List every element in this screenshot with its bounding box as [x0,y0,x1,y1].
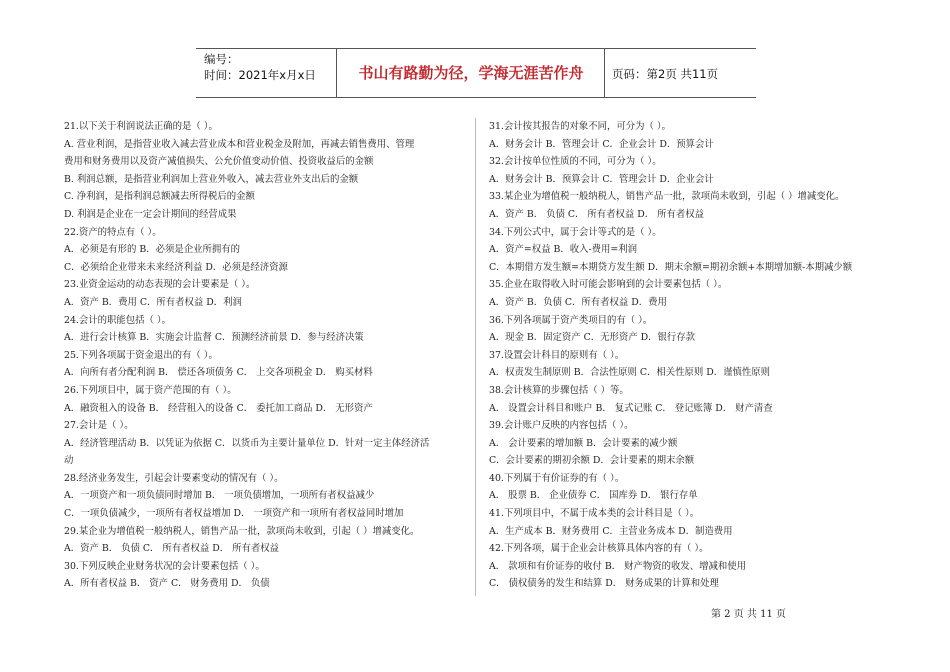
question-line: 35.企业在取得收入时可能会影响到的会计要素包括（ ）。 [489,279,728,291]
question-line: 费用和财务费用以及资产减值损失、公允价值变动价值、投资收益后的金额 [64,156,374,168]
question-line: B. 利润总额，是指营业利润加上营业外收入，减去营业外支出后的金额 [64,173,359,185]
column-divider [475,118,476,596]
question-line: 27.会计是（ ）。 [64,420,134,432]
question-line: A．向所有者分配利润 B． 偿还各项债务 C． 上交各项税金 D． 购买材料 [64,367,373,379]
question-line: 21.以下关于利润说法正确的是（ ）。 [64,121,218,132]
question-line: 32.会计按单位性质的不同，可分为（ ）。 [489,156,662,168]
question-line: 40.下列属于有价证券的有（ ）。 [489,472,625,484]
question-line: A．生产成本 B．财务费用 C．主营业务成本 D．制造费用 [489,525,733,537]
question-line: 41.下列项目中，不属于成本类的会计科目是（ ）。 [489,508,700,520]
question-line: 28.经济业务发生，引起会计要素变动的情况有（ ）。 [64,472,284,484]
question-line: 26.下列项目中，属于资产范围的有（ ）。 [64,384,237,396]
question-line: A．现金 B．固定资产 C．无形资产 D．银行存款 [489,332,696,344]
question-line: A．资产=权益 B．收入-费用=利润 [489,244,638,256]
question-line: C． 债权债务的发生和结算 D． 财务成果的计算和处理 [489,578,719,590]
question-line: C．必须给企业带来未来经济利益 D．必须是经济资源 [64,261,288,273]
question-line: A．进行会计核算 B．实施会计监督 C．预测经济前景 D．参与经济决策 [64,332,364,344]
question-line: A． 设置会计科目和账户 B． 复式记账 C． 登记账簿 D． 财产清查 [489,402,773,414]
question-line: A． 会计要素的增加额 B．会计要素的减少额 [489,437,678,449]
question-line: 31.会计按其报告的对象不同，可分为（ ）。 [489,121,671,132]
question-line: A．所有者权益 B． 资产 C． 财务费用 D． 负债 [64,578,270,590]
question-line: 动 [64,455,74,467]
question-line: 29.某企业为增值税一般纳税人，销售产品一批，款项尚未收到，引起（ ）增减变化。 [64,525,420,537]
left-column [64,118,474,593]
number-label: 编号： [204,52,239,66]
question-line: D. 利润是企业在一定会计期间的经营成果 [64,208,237,220]
question-line: A．资产 B． 负债 C． 所有者权益 D． 所有者权益 [489,208,704,220]
question-line: 34.下列公式中，属于会计等式的是（ ）。 [489,226,662,238]
motto: 书山有路勤为径，学海无涯苦作舟 [358,64,584,82]
question-line: A．融资租入的设备 B． 经营租入的设备 C． 委托加工商品 D． 无形资产 [64,402,373,414]
question-line: A．财务会计 B．预算会计 C．管理会计 D．企业会计 [489,173,714,185]
time-label: 时间：2021年x月x日 [204,68,316,82]
document-header [196,48,756,98]
question-line: 37.设置会计科目的原则有（ ）。 [489,349,625,361]
question-line: 33.某企业为增值税一般纳税人，销售产品一批，款项尚未收到，引起（ ）增减变化。 [489,191,845,203]
question-line: A．经济管理活动 B．以凭证为依据 C．以货币为主要计量单位 D．针对一定主体经济活 [64,437,430,449]
question-line: A． 款项和有价证券的收付 B． 财产物资的收发、增减和使用 [489,560,746,572]
question-line: A．财务会计 B．管理会计 C．企业会计 D．预算会计 [489,138,714,150]
question-line: 38.会计核算的步骤包括（ ）等。 [489,384,629,396]
page-footer: 第 2 页 共 11 页 [711,609,786,620]
question-line: C．本期借方发生额=本期贷方发生额 D．期末余额=期初余额+本期增加额-本期减少额 [489,261,853,273]
question-line: 42.下列各项，属于企业会计核算具体内容的有（ ）。 [489,543,709,555]
header-divider-left [336,49,337,97]
question-line: 30.下列反映企业财务状况的会计要素包括（ ）。 [64,560,265,572]
right-column [489,118,889,593]
question-line: A. 营业利润，是指营业收入减去营业成本和营业税金及附加，再减去销售费用、管理 [64,138,415,150]
question-line: 25.下列各项属于资金退出的有（ ）。 [64,349,218,361]
question-line: A．必须是有形的 B．必须是企业所拥有的 [64,244,241,256]
question-line: A． 股票 B． 企业债券 C． 国库券 D． 银行存单 [489,490,698,502]
question-line: A．资产 B．费用 C．所有者权益 D．利润 [64,296,242,308]
question-line: A．权责发生制原则 B．合法性原则 C．相关性原则 D．谨慎性原则 [489,367,771,379]
header-divider-right [604,49,605,97]
question-line: 22.资产的特点有（ ）。 [64,226,162,238]
header-meta [204,51,316,83]
page-label: 页码：第2页 共11页 [612,67,719,81]
question-line: C．一项负债减少，一项所有者权益增加 D． 一项资产和一项所有者权益同时增加 [64,508,404,520]
question-line: A．资产 B． 负债 C． 所有者权益 D． 所有者权益 [64,543,279,555]
question-line: 39.会计账户反映的内容包括（ ）。 [489,420,634,432]
question-line: 36.下列各项属于资产类项目的有（ ）。 [489,314,653,326]
question-line: A．一项资产和一项负债同时增加 B． 一项负债增加，一项所有者权益减少 [64,490,375,502]
question-line: C. 净利润，是指利润总额减去所得税后的金额 [64,191,255,203]
question-line: C．会计要素的期初余额 D．会计要素的期末余额 [489,455,695,467]
question-line: 23.业资金运动的动态表现的会计要素是（ ）。 [64,279,256,291]
question-line: A．资产 B．负债 C．所有者权益 D．费用 [489,296,667,308]
question-line: 24.会计的职能包括（ ）。 [64,314,171,326]
